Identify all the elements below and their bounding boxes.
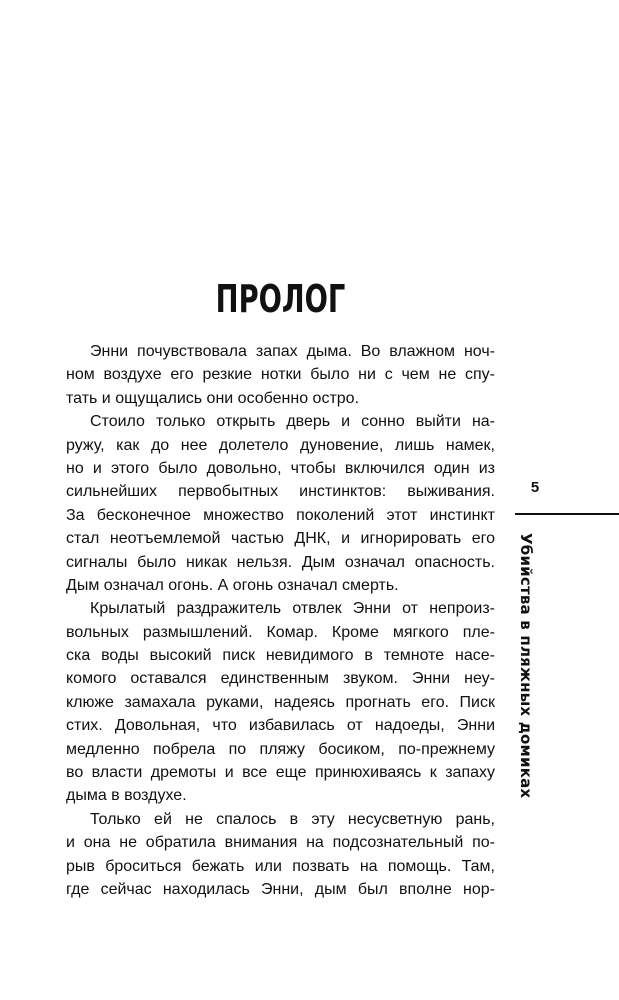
text-line: и она не обратила внимания на подсознательный по-: [66, 834, 495, 852]
text-line: Стоило только открыть дверь и сонно выйти на-: [90, 413, 495, 431]
margin-rule: [515, 513, 619, 515]
text-line: дыма в воздухе.: [66, 787, 187, 805]
text-line: рыв броситься бежать или позвать на помощь. Там,: [66, 857, 495, 875]
text-line: Крылатый раздражитель отвлек Энни от непроиз-: [90, 600, 495, 618]
text-line: Только ей не спалось в эту несусветную рань,: [90, 810, 495, 828]
text-line: но и этого было довольно, чтобы включился один из: [66, 459, 495, 477]
text-line: стих. Довольная, что избавилась от надоеды, Энни: [66, 717, 495, 735]
text-line: во власти дремоты и все еще принюхиваясь к запаху: [66, 764, 495, 782]
text-line: вольных размышлений. Комар. Кроме мягкого пле-: [66, 623, 495, 641]
chapter-title: ПРОЛОГ: [215, 277, 346, 321]
text-line: сигналы было никак нельзя. Дым означал опасность.: [66, 553, 495, 571]
text-line: сильнейших первобытных инстинктов: выживания.: [66, 483, 495, 501]
text-line: ска воды высокий писк невидимого в темноте насе-: [66, 647, 495, 665]
text-line: Энни почувствовала запах дыма. Во влажном ноч-: [90, 343, 495, 360]
text-line: медленно побрела по пляжу босиком, по-прежнему: [66, 740, 495, 758]
text-line: ном воздухе его резкие нотки было ни с чем не спу-: [66, 366, 495, 384]
body-text: [66, 340, 495, 901]
page-number: 5: [530, 479, 540, 496]
text-line: клюже замахала руками, надеясь прогнать его. Писк: [66, 693, 495, 711]
text-line: За бесконечное множество поколений этот инстинкт: [66, 506, 495, 524]
text-line: тать и ощущались они особенно остро.: [66, 389, 360, 407]
text-line: ружу, как до нее долетело дуновение, лишь намек,: [66, 436, 495, 454]
text-line: Дым означал огонь. А огонь означал смерть.: [66, 576, 399, 594]
text-line: где сейчас находилась Энни, дым был вполне нор-: [66, 880, 495, 898]
running-head: Убийства в пляжных домиках: [517, 533, 535, 799]
text-line: комого оставался единственным звуком. Энни неу-: [66, 670, 495, 688]
text-line: стал неотъемлемой частью ДНК, и игнорировать его: [66, 530, 495, 548]
